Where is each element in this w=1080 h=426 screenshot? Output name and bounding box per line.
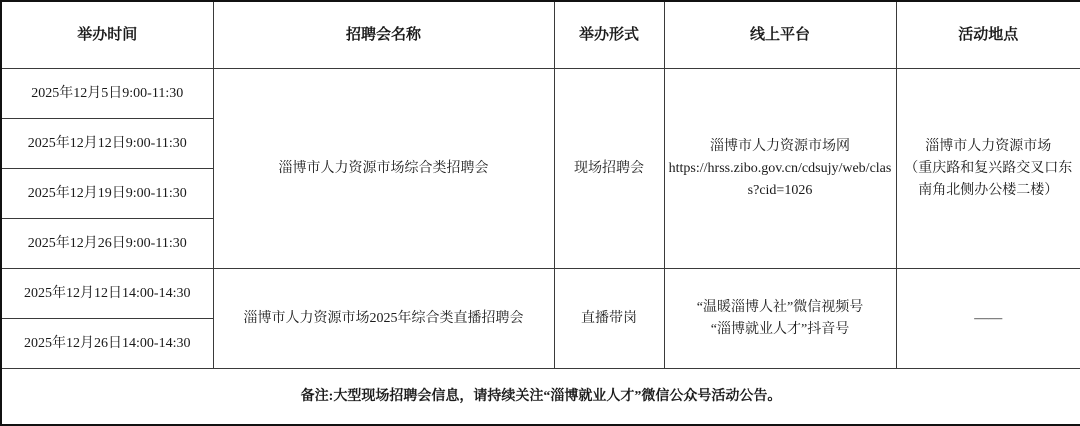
header-online-platform: 线上平台: [664, 1, 896, 69]
header-time: 举办时间: [1, 1, 213, 69]
time-cell-5: 2025年12月12日14:00-14:30: [1, 269, 213, 319]
time-cell-4: 2025年12月26日9:00-11:30: [1, 219, 213, 269]
location-cell-group1: [896, 69, 1080, 269]
time-cell-1: 2025年12月5日9:00-11:30: [1, 69, 213, 119]
location-name: 淄博市人力资源市场: [925, 138, 1052, 154]
time-cell-6: 2025年12月26日14:00-14:30: [1, 319, 213, 369]
fair-name-cell-group2: 淄博市人力资源市场2025年综合类直播招聘会: [213, 269, 554, 369]
format-cell-group2: 直播带岗: [554, 269, 664, 369]
location-address: （重庆路和复兴路交叉口东南角北侧办公楼二楼）: [904, 160, 1073, 198]
time-cell-2: 2025年12月12日9:00-11:30: [1, 119, 213, 169]
platform-url: https://hrss.zibo.gov.cn/cdsujy/web/class?cid=1026: [668, 160, 892, 198]
fair-name-cell-group1: 淄博市人力资源市场综合类招聘会: [213, 69, 554, 269]
platform-cell-group2: [664, 269, 896, 369]
platform-site-name: 淄博市人力资源市场网: [710, 138, 850, 154]
format-cell-group1: 现场招聘会: [554, 69, 664, 269]
platform-cell-group1: [664, 69, 896, 269]
platform-douyin-channel: “淄博就业人才”抖音号: [710, 321, 850, 337]
header-fair-name: 招聘会名称: [213, 1, 554, 69]
time-cell-3: 2025年12月19日9:00-11:30: [1, 169, 213, 219]
table-row: [1, 269, 1080, 319]
table-row: [1, 69, 1080, 119]
header-location: 活动地点: [896, 1, 1080, 69]
remark-note: 备注:大型现场招聘会信息，请持续关注“淄博就业人才”微信公众号活动公告。: [1, 369, 1080, 426]
header-row: [1, 1, 1080, 69]
note-row: [1, 369, 1080, 426]
platform-wechat-channel: “温暖淄博人社”微信视频号: [696, 299, 864, 315]
location-cell-group2: ——: [896, 269, 1080, 369]
header-format: 举办形式: [554, 1, 664, 69]
